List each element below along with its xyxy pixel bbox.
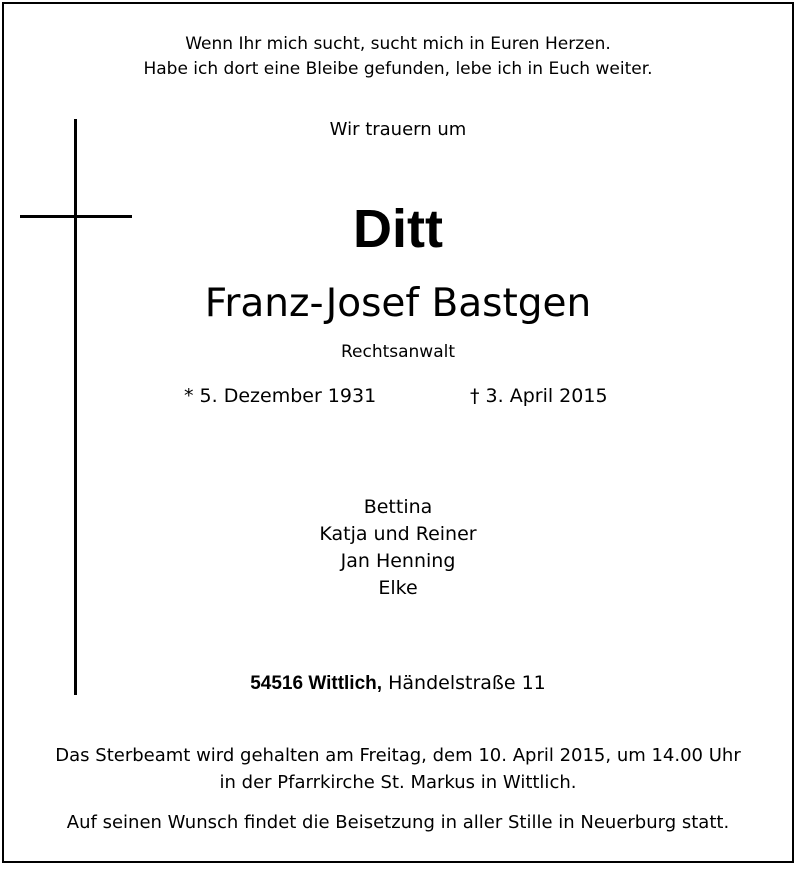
burial-notice: Auf seinen Wunsch findet die Beisetzung in aller Stille in Neuerburg statt. bbox=[66, 812, 730, 833]
birth-date: * 5. Dezember 1931 bbox=[184, 385, 377, 407]
deceased-profession: Rechtsanwalt bbox=[340, 342, 456, 362]
service-line: Das Sterbeamt wird gehalten am Freitag, dem 10. April 2015, um 14.00 Uhr bbox=[55, 745, 741, 766]
deceased-full-name: Franz-Josef Bastgen bbox=[204, 281, 592, 326]
mourner-name: Elke bbox=[378, 577, 418, 599]
service-line: in der Pfarrkirche St. Markus in Wittlich. bbox=[219, 772, 577, 793]
motto-line: Habe ich dort eine Bleibe gefunden, lebe ich in Euch weiter. bbox=[143, 59, 653, 79]
mourner-name: Katja und Reiner bbox=[319, 523, 477, 545]
address-street: Händelstraße 11 bbox=[388, 672, 546, 694]
intro-text: Wir trauern um bbox=[329, 119, 467, 140]
mourners-list bbox=[4, 494, 792, 602]
address-city: 54516 Wittlich, bbox=[250, 673, 383, 694]
mourner-name: Bettina bbox=[363, 496, 433, 518]
mourner-name: Jan Henning bbox=[340, 550, 456, 572]
service-notice bbox=[4, 742, 792, 796]
deceased-surname: Ditt bbox=[353, 199, 443, 259]
life-dates bbox=[4, 385, 792, 411]
obituary-notice bbox=[2, 2, 794, 863]
address bbox=[4, 672, 792, 695]
death-date: † 3. April 2015 bbox=[470, 385, 608, 407]
motto bbox=[4, 32, 792, 82]
motto-line: Wenn Ihr mich sucht, sucht mich in Euren Herzen. bbox=[185, 34, 611, 54]
